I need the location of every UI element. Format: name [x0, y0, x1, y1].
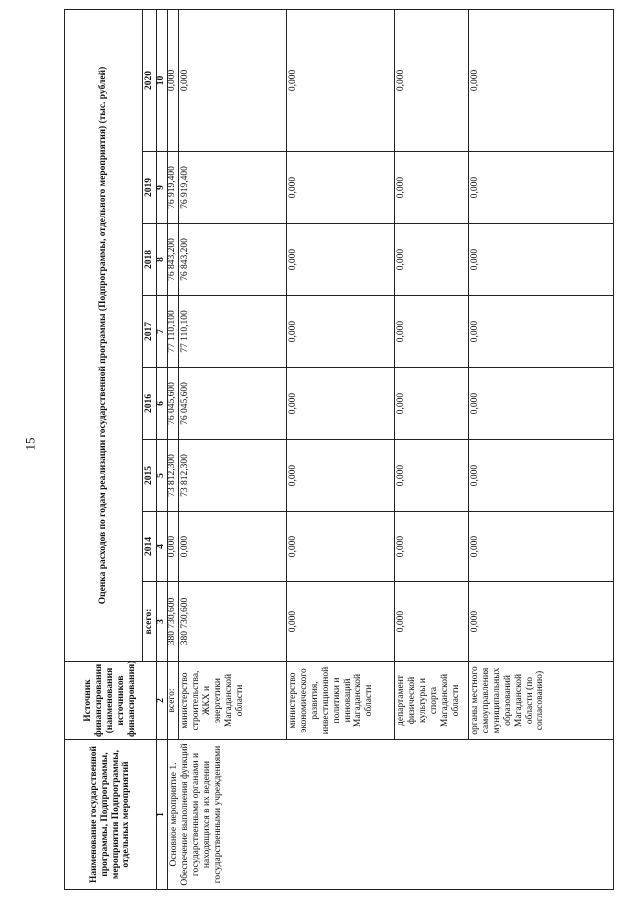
value-cell: 76 919,400 [167, 152, 178, 224]
value-cell: 0,000 [286, 512, 394, 582]
value-cell: 0,000 [286, 582, 394, 662]
value-cell: 0,000 [468, 9, 613, 151]
header-total: всего: [143, 582, 157, 662]
page-number: 15 [22, 437, 38, 451]
index-cell: 4 [157, 512, 168, 582]
header-year: 2018 [143, 224, 157, 296]
value-cell: 0,000 [394, 582, 468, 662]
rotated-table-wrapper [64, 10, 614, 890]
value-cell: 0,000 [394, 512, 468, 582]
index-cell: 3 [157, 582, 168, 662]
index-cell: 5 [157, 440, 168, 512]
index-cell: 2 [157, 662, 168, 740]
value-cell: 77 110,100 [167, 296, 178, 368]
value-cell: 76 843,200 [178, 224, 286, 296]
value-cell: 0,000 [286, 440, 394, 512]
value-cell: 380 730,600 [167, 582, 178, 662]
value-cell: 0,000 [394, 152, 468, 224]
value-cell: 0,000 [394, 296, 468, 368]
value-cell: 0,000 [468, 296, 613, 368]
index-cell: 8 [157, 224, 168, 296]
index-cell: 7 [157, 296, 168, 368]
source-cell: органы местного самоуправления муниципальных образований Магаданской области (по согласованию) [468, 662, 613, 740]
header-source: Источник финансирования (наименования источников финансирования) [65, 662, 157, 740]
header-year: 2020 [143, 9, 157, 151]
value-cell: 77 110,100 [178, 296, 286, 368]
value-cell: 0,000 [468, 224, 613, 296]
measure-name: Основное мероприятие 1. Обеспечение выполнения функций государственными органами и находящихся в их ведении государственными учреждениями [167, 740, 613, 890]
index-cell: 6 [157, 368, 168, 440]
value-cell: 0,000 [468, 440, 613, 512]
header-year: 2019 [143, 152, 157, 224]
header-year: 2014 [143, 512, 157, 582]
value-cell: 0,000 [394, 440, 468, 512]
source-cell: департамент физической культуры и спорта Магаданской области [394, 662, 468, 740]
value-cell: 76 919,400 [178, 152, 286, 224]
source-cell: министерство строительства, ЖКХ и энергетики Магаданской области [178, 662, 286, 740]
table-row [167, 9, 178, 889]
value-cell: 0,000 [286, 152, 394, 224]
header-year: 2015 [143, 440, 157, 512]
index-cell: 10 [157, 9, 168, 151]
value-cell: 0,000 [286, 368, 394, 440]
value-cell: 0,000 [178, 512, 286, 582]
value-cell: 76 843,200 [167, 224, 178, 296]
source-cell: всего: [167, 662, 178, 740]
value-cell: 0,000 [286, 9, 394, 151]
value-cell: 0,000 [394, 9, 468, 151]
header-year: 2016 [143, 368, 157, 440]
value-cell: 73 812,300 [167, 440, 178, 512]
value-cell: 73 812,300 [178, 440, 286, 512]
value-cell: 0,000 [286, 224, 394, 296]
value-cell: 0,000 [468, 152, 613, 224]
value-cell: 0,000 [394, 224, 468, 296]
value-cell: 0,000 [167, 512, 178, 582]
budget-table [64, 9, 614, 890]
value-cell: 380 730,600 [178, 582, 286, 662]
value-cell: 0,000 [394, 368, 468, 440]
header-group: Оценка расходов по годам реализации государственной программы (Подпрограммы, отдельного мероприятия) (тыс. рублей) [65, 9, 143, 661]
header-year: 2017 [143, 296, 157, 368]
index-cell: 1 [157, 740, 168, 890]
value-cell: 0,000 [167, 9, 178, 151]
header-name: Наименование государственной программы, Подпрограммы, мероприятия Подпрограммы, отдельных мероприятий [65, 740, 157, 890]
value-cell: 0,000 [286, 296, 394, 368]
value-cell: 76 045,600 [167, 368, 178, 440]
value-cell: 76 045,600 [178, 368, 286, 440]
value-cell: 0,000 [468, 512, 613, 582]
source-cell: министерство экономического развития, инвестиционной политики и инноваций Магаданской области [286, 662, 394, 740]
value-cell: 0,000 [178, 9, 286, 151]
index-cell: 9 [157, 152, 168, 224]
value-cell: 0,000 [468, 368, 613, 440]
value-cell: 0,000 [468, 582, 613, 662]
